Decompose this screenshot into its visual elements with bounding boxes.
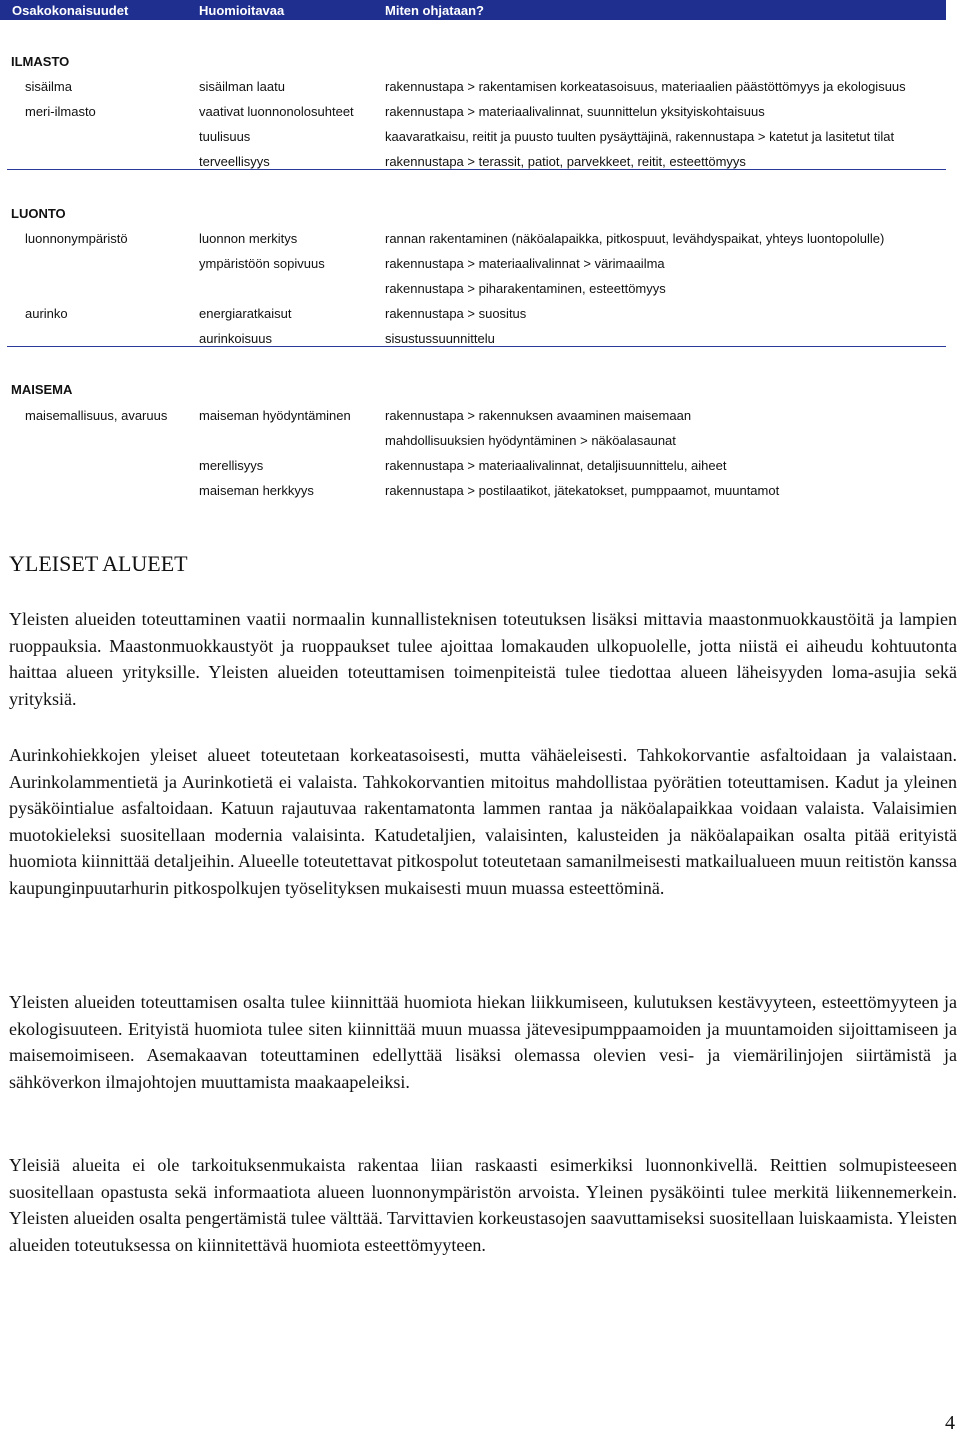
table-cell: vaativat luonnonolosuhteet — [199, 104, 354, 119]
section-title-luonto: LUONTO — [11, 206, 66, 221]
table-cell: rakennustapa > piharakentaminen, esteettömyys — [385, 281, 666, 296]
section-title-ilmasto: ILMASTO — [11, 54, 70, 69]
section-divider — [7, 346, 946, 347]
section-title-maisema: MAISEMA — [11, 382, 73, 397]
table-cell: rakennustapa > terassit, patiot, parvekkeet, reitit, esteettömyys — [385, 154, 746, 169]
table-cell: aurinko — [25, 306, 68, 321]
table-cell: rakennustapa > rakennuksen avaaminen maisemaan — [385, 408, 692, 423]
body-paragraph-4: Yleisiä alueita ei ole tarkoituksenmukaista rakentaa liian raskaasti esimerkiksi luonnonkivellä. Reittien solmupisteeseen suositellaan opastusta sekä informaatiota alueen luonnonympäristön arvoista. Yleinen pysäköinti tulee merkitä liikennemerkein. Yleisten alueiden osalta pengertämistä tulee välttää. Tarvittavien korkeustasojen saavuttamiseksi suositellaan luiskaamista. Yleisten alueiden toteutuksessa on kiinnitettävä huomiota esteettömyyteen. — [9, 1155, 957, 1255]
table-cell: mahdollisuuksien hyödyntäminen > näköalasaunat — [385, 433, 676, 448]
table-cell: rakennustapa > postilaatikot, jätekatokset, pumppaamot, muuntamot — [385, 483, 780, 498]
table-cell: luonnon merkitys — [199, 231, 298, 246]
section-heading: YLEISET ALUEET — [9, 551, 188, 576]
body-paragraph-3: Yleisten alueiden toteuttamisen osalta tulee kiinnittää huomiota hiekan liikkumiseen, kulutuksen kestävyyteen, esteettömyyteen ja ekologisuuteen. Erityistä huomiota tulee siten kiinnittää muun muassa jätevesipumppaamoiden ja muuntamoiden sijoittamiseen ja maisemoimiseen. Asemakaavan toteuttaminen edellyttää lisäksi olemassa olevien vesi- ja viemärilinjojen siirtämistä ja sähköverkon ilmajohtojen muuttamista maakaapeleiksi. — [9, 992, 957, 1092]
table-cell: maiseman herkkyys — [199, 483, 314, 498]
table-cell: energiaratkaisut — [199, 306, 292, 321]
table-cell: aurinkoisuus — [199, 331, 272, 346]
table-cell: meri-ilmasto — [25, 104, 96, 119]
table-cell: rakennustapa > materiaalivalinnat, suunnittelun yksityiskohtaisuus — [385, 104, 765, 119]
header-osakokonaisuudet: Osakokonaisuudet — [12, 3, 129, 18]
table-header — [0, 0, 946, 20]
header-miten-ohjataan: Miten ohjataan? — [385, 3, 484, 18]
table-cell: ympäristöön sopivuus — [199, 256, 325, 271]
table-cell: luonnonympäristö — [25, 231, 128, 246]
table-cell: tuulisuus — [199, 129, 251, 144]
header-huomioitavaa: Huomioitavaa — [199, 3, 285, 18]
page-number: 4 — [945, 1412, 955, 1434]
body-paragraph-2: Aurinkohiekkojen yleiset alueet toteutetaan korkeatasoisesti, mutta vähäeleisesti. Tahkokorvantie asfaltoidaan ja valaistaan. Aurinkolammentietä ja Aurinkotietä ei valaista. Tahkokorvantien mitoitus mahdollistaa pyörätien toteuttamisen. Kadut ja yleinen pysäköintialue asfaltoidaan. Katuun rajautuvaa rakentamatonta lammen rantaa ja näköalapaikkaa voidaan valaista. Valaisimien muotokieleksi suositellaan modernia valaisinta. Katudetaljien, valaisinten, kalusteiden ja näköalapaikan osalta pitää erityistä huomiota kiinnittää detaljeihin. Alueelle toteutettavat pitkospolut toteutetaan samanilmeisesti matkailualueen muun reitistön kanssa kaupunginpuutarhurin pitkospolkujen työselityksen mukaisesti muun muassa esteettöminä. — [9, 745, 957, 898]
table-cell: maisemallisuus, avaruus — [25, 408, 168, 423]
section-divider — [7, 169, 946, 170]
table-cell: rakennustapa > materiaalivalinnat, detaljisuunnittelu, aiheet — [385, 458, 727, 473]
table-cell: maiseman hyödyntäminen — [199, 408, 351, 423]
table-cell: merellisyys — [199, 458, 264, 473]
table-cell: rakennustapa > suositus — [385, 306, 527, 321]
table-cell: sisäilman laatu — [199, 79, 285, 94]
table-cell: kaavaratkaisu, reitit ja puusto tuulten pysäyttäjinä, rakennustapa > katetut ja lasitetut tilat — [385, 129, 895, 144]
table-cell: sisustussuunnittelu — [385, 331, 495, 346]
table-cell: terveellisyys — [199, 154, 270, 169]
table-cell: rakennustapa > rakentamisen korkeatasoisuus, materiaalien päästöttömyys ja ekologisuus — [385, 79, 906, 94]
body-paragraph-1: Yleisten alueiden toteuttaminen vaatii normaalin kunnallisteknisen toteutuksen lisäksi mittavia maastonmuokkaustöitä ja lampien ruoppauksia. Maastonmuokkaustyöt ja ruoppaukset tulee ajoittaa lomakauden ulkopuolelle, jotta niistä ei aiheudu kohtuutonta haittaa alueen yrityksille. Yleisten alueiden toteuttamisen toimenpiteistä tulee tiedottaa alueen läheisyyden loma-asujia sekä yrityksiä. — [9, 609, 957, 709]
table-cell: rannan rakentaminen (näköalapaikka, pitkospuut, levähdyspaikat, yhteys luontopolulle) — [385, 231, 885, 246]
table-cell: sisäilma — [25, 79, 72, 94]
table-cell: rakennustapa > materiaalivalinnat > värimaailma — [385, 256, 665, 271]
